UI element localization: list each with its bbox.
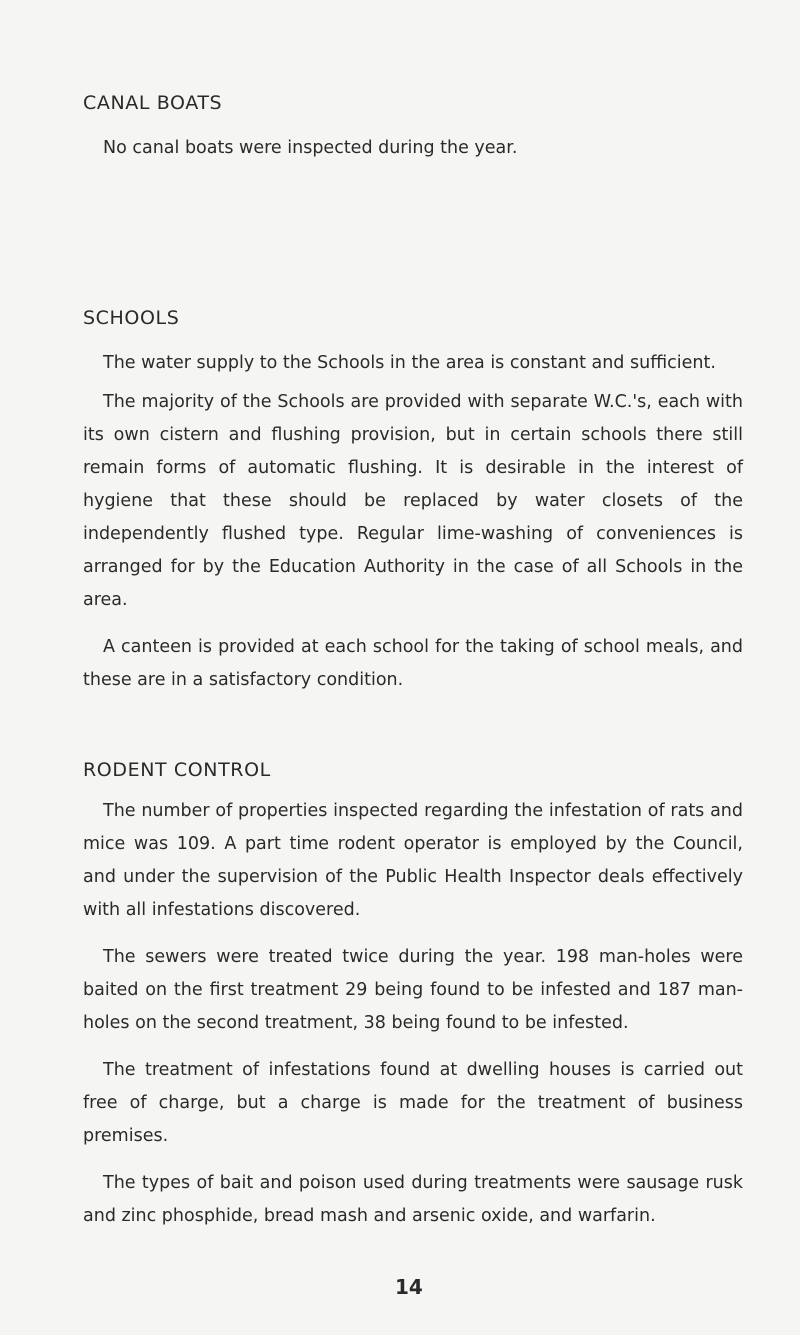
paragraph: A canteen is provided at each school for the taking of school meals, and these are in a satisfactory condition. — [83, 637, 743, 690]
heading-canal-boats: CANAL BOATS — [83, 92, 223, 114]
paragraph: The number of properties inspected regarding the infestation of rats and mice was 109. A part time rodent operator is employed by the Council, and under the supervision of the Public Health Inspector deals effectively with all infestations discovered. — [83, 801, 743, 920]
section-canal-boats — [83, 92, 743, 165]
paragraph: No canal boats were inspected during the year. — [103, 138, 518, 158]
paragraph: The treatment of infestations found at dwelling houses is carried out free of charge, but a charge is made for the treatment of business premises. — [83, 1060, 743, 1146]
heading-rodent-control: RODENT CONTROL — [83, 759, 271, 781]
section-rodent-control — [83, 759, 743, 1233]
paragraph: The water supply to the Schools in the area is constant and sufficient. — [103, 353, 716, 373]
section-schools — [83, 307, 743, 697]
paragraph: The majority of the Schools are provided with separate W.C.'s, each with its own cistern and flushing provision, but in certain schools there still remain forms of automatic flushing. It is desirable in the interest of hygiene that these should be replaced by water closets of the independently flushed type. Regular lime-washing of conveniences is arranged for by the Education Authority in the case of all Schools in the area. — [83, 392, 743, 610]
heading-schools: SCHOOLS — [83, 307, 180, 329]
paragraph: The sewers were treated twice during the year. 198 man-holes were baited on the first treatment 29 being found to be infested and 187 man-holes on the second treatment, 38 being found to be infested. — [83, 947, 743, 1033]
paragraph: The types of bait and poison used during treatments were sausage rusk and zinc phosphide, bread mash and arsenic oxide, and warfarin. — [83, 1173, 743, 1226]
page-number: 14 — [395, 1275, 423, 1299]
